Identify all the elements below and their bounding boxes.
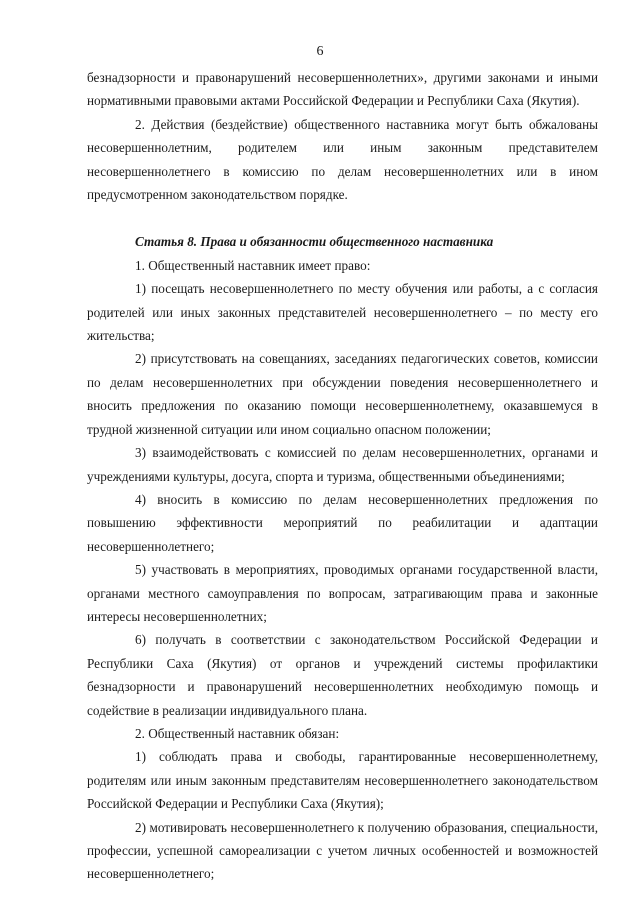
paragraph-continuation: безнадзорности и правонарушений несовершеннолетних», другими законами и иными нормативными правовыми актами Российской Федерации и Республики Саха (Якутия). <box>87 70 598 109</box>
article-heading: Статья 8. Права и обязанности общественного наставника <box>135 234 494 250</box>
list-item-right-6: 6) получать в соответствии с законодательством Российской Федерации и Республики Саха (Якутия) от органов и учреждений системы профилактики безнадзорности и правонарушений несовершеннолетних необходимую помощь и содействие в реализации индивидуального плана. <box>87 632 598 718</box>
list-item-duty-1: 1) соблюдать права и свободы, гарантированные несовершеннолетнему, родителям или иным законным представителям несовершеннолетнего законодательством Российской Федерации и Республики Саха (Якутия); <box>87 749 598 812</box>
list-item-right-4: 4) вносить в комиссию по делам несовершеннолетних предложения по повышению эффективности мероприятий по реабилитации и адаптации несовершеннолетнего; <box>87 491 598 554</box>
document-body <box>87 66 598 886</box>
paragraph-appeal: 2. Действия (бездействие) общественного наставника могут быть обжалованы несовершеннолетним, родителем или иным законным представителем несовершеннолетнего в комиссию по делам несовершеннолетних или в ином предусмотренном законодательством порядке. <box>87 116 598 203</box>
list-item-right-5: 5) участвовать в мероприятиях, проводимых органами государственной власти, органами местного самоуправления по вопросам, затрагивающим права и законные интересы несовершеннолетних; <box>87 562 598 624</box>
list-item-duty-2: 2) мотивировать несовершеннолетнего к получению образования, специальности, профессии, успешной самореализации с учетом личных особенностей и возможностей несовершеннолетнего; <box>87 819 598 882</box>
page-number: 6 <box>316 44 324 59</box>
list-item-right-2: 2) присутствовать на совещаниях, заседаниях педагогических советов, комиссии по делам несовершеннолетних при обсуждении поведения несовершеннолетнего и вносить предложения по оказанию помощи несовершеннолетнему, оказавшемуся в трудной жизненной ситуации или ином социально опасном положении; <box>87 351 598 437</box>
paragraph-duties-intro: 2. Общественный наставник обязан: <box>135 725 340 741</box>
paragraph-rights-intro: 1. Общественный наставник имеет право: <box>135 257 371 273</box>
list-item-right-1: 1) посещать несовершеннолетнего по месту обучения или работы, а с согласия родителей или иных законных представителей несовершеннолетнего – по месту его жительства; <box>87 281 598 344</box>
list-item-right-3: 3) взаимодействовать с комиссией по делам несовершеннолетних, органами и учреждениями культуры, досуга, спорта и туризма, общественными объединениями; <box>87 445 598 484</box>
